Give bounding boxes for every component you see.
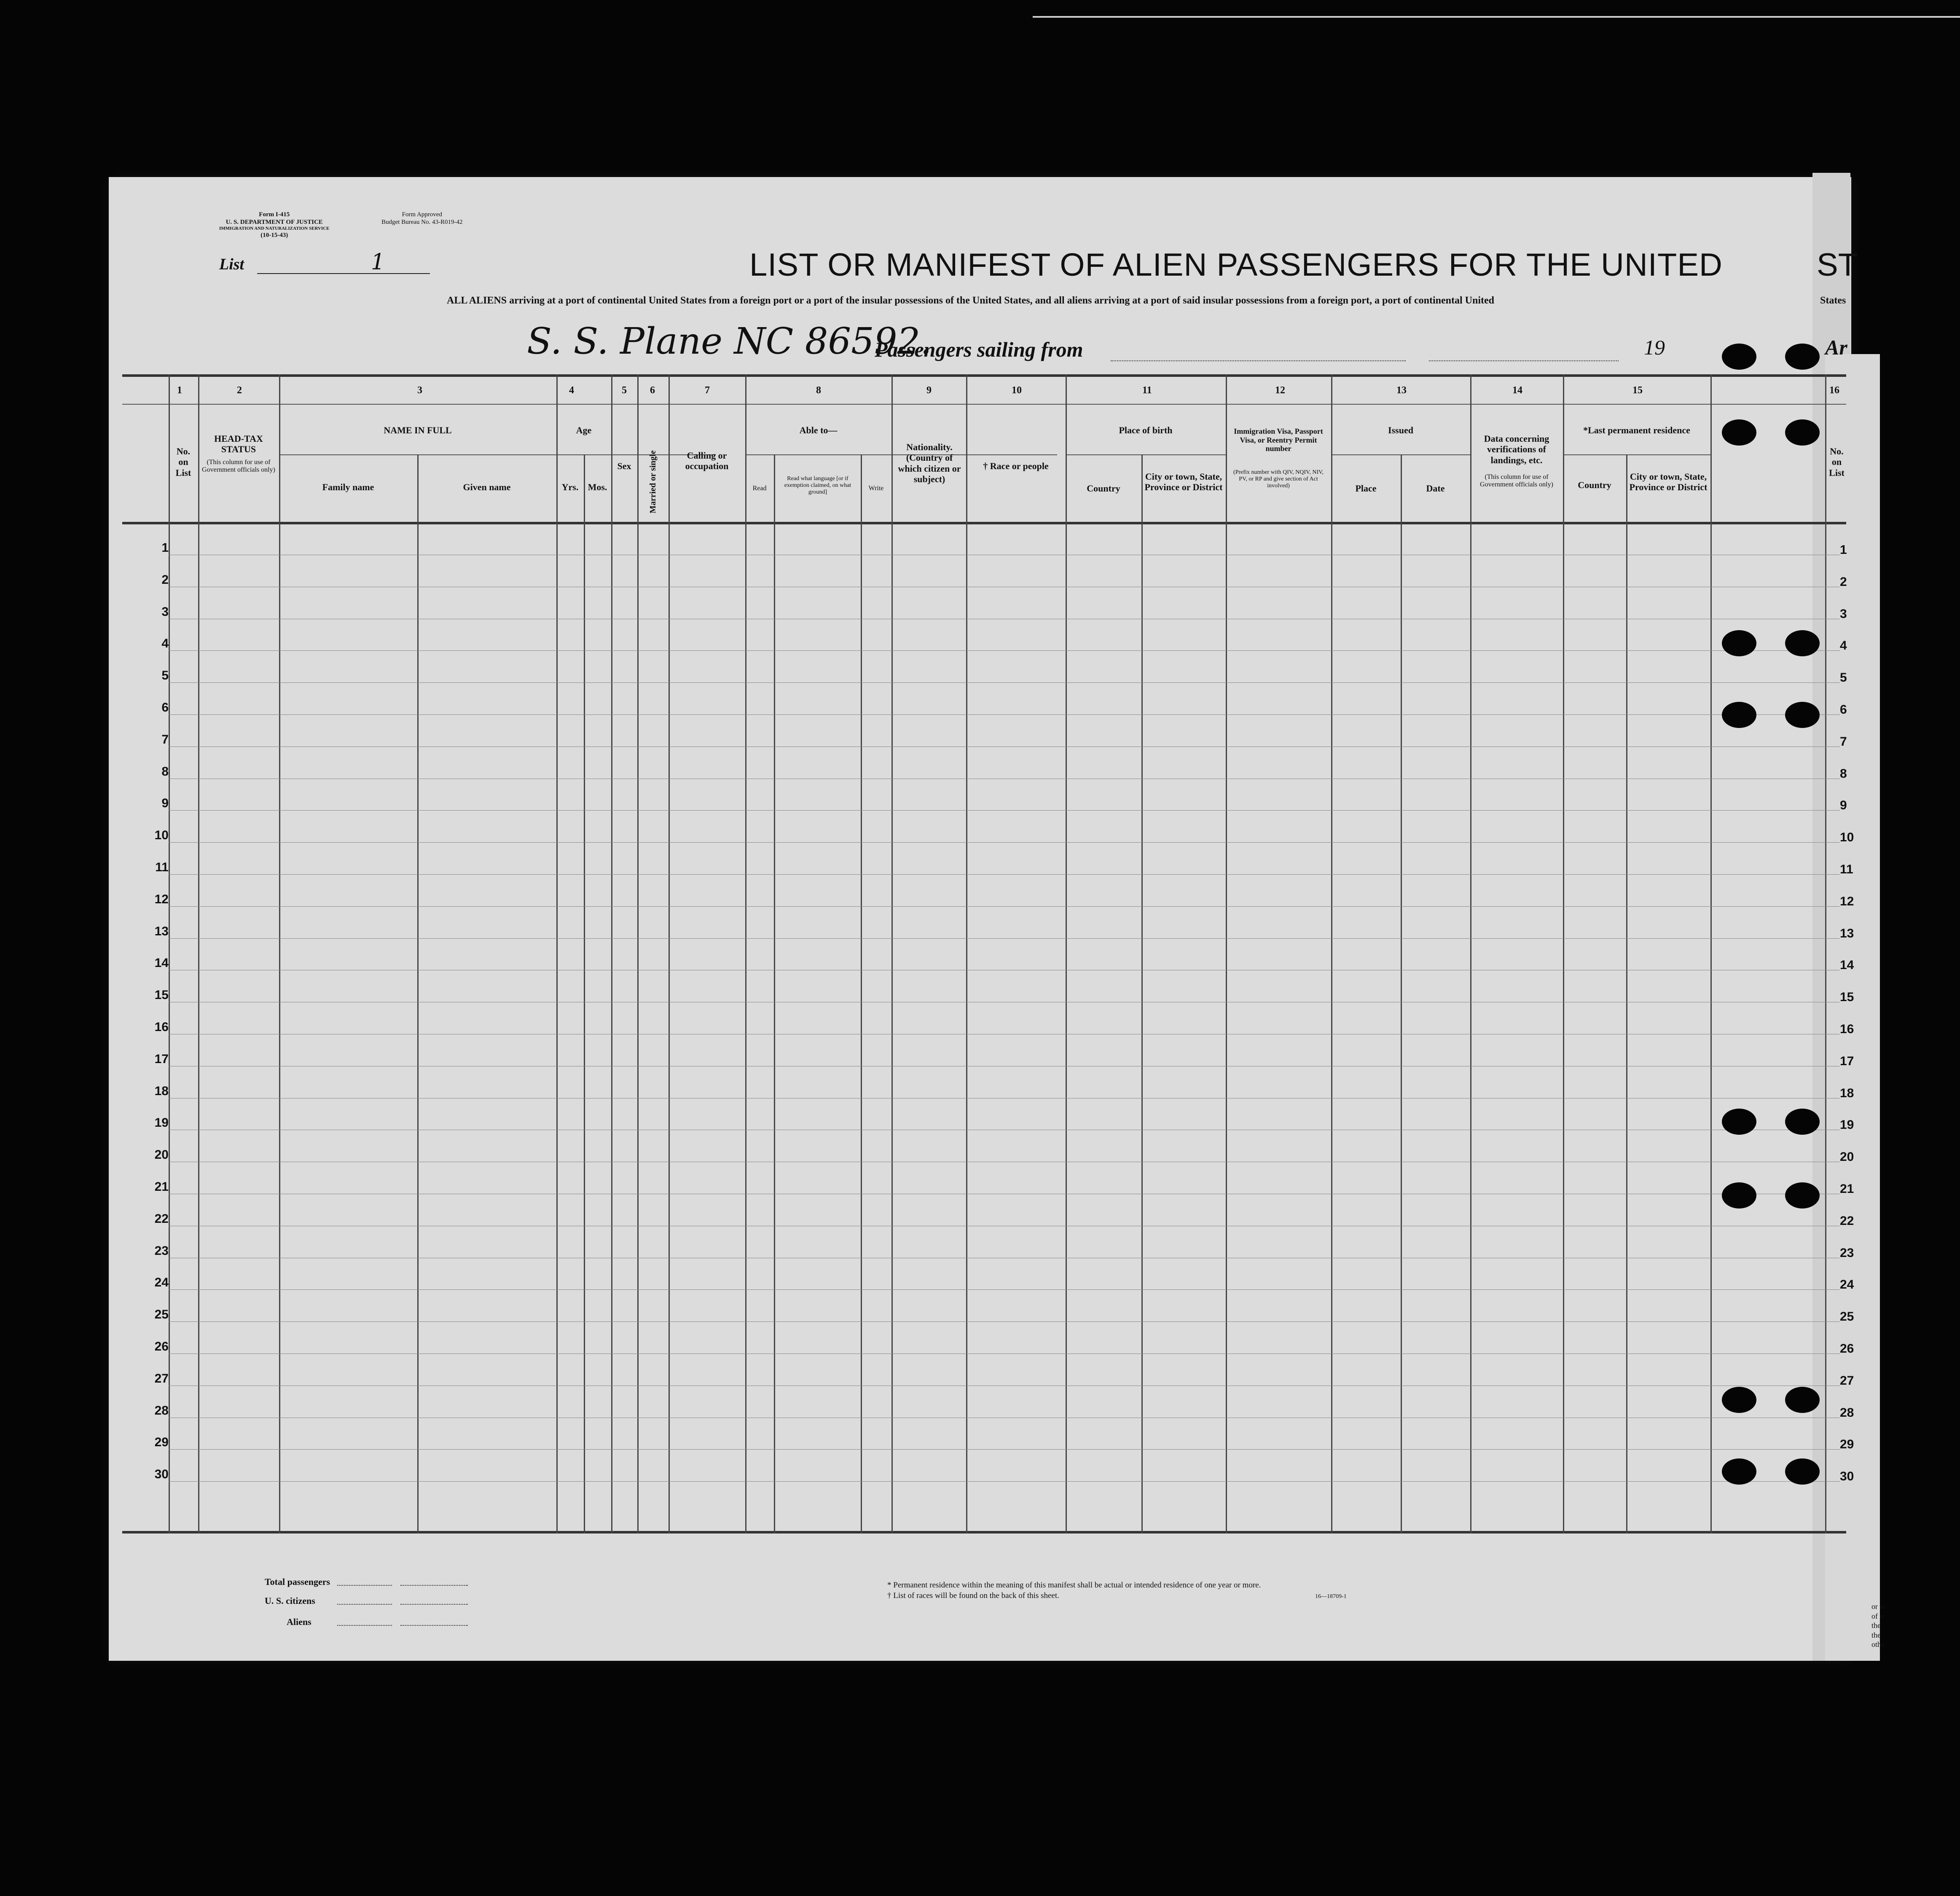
table-top-rule bbox=[122, 374, 1846, 377]
col-divider bbox=[861, 454, 862, 1533]
row-number-right: 27 bbox=[1840, 1373, 1854, 1388]
row-rule bbox=[169, 842, 1840, 843]
row-number: 1 bbox=[161, 541, 169, 555]
header-family-name: Family name bbox=[322, 482, 374, 492]
title-continuation: ST bbox=[1817, 247, 1858, 283]
row-number: 3 bbox=[161, 604, 169, 619]
col-divider bbox=[891, 374, 893, 1533]
header-birth-country: Country bbox=[1087, 483, 1120, 494]
header-last-residence: *Last permanent residence bbox=[1583, 425, 1690, 435]
column-number: 2 bbox=[237, 385, 242, 396]
col-divider bbox=[1825, 374, 1826, 1533]
row-number-right: 6 bbox=[1840, 703, 1847, 717]
punch-hole bbox=[1722, 702, 1756, 728]
col-divider bbox=[279, 374, 280, 1533]
row-number-right: 12 bbox=[1840, 894, 1854, 908]
column-number: 10 bbox=[1012, 385, 1022, 396]
header-issued: Issued bbox=[1388, 425, 1413, 435]
row-number-right: 3 bbox=[1840, 607, 1847, 621]
row-number-right: 2 bbox=[1840, 575, 1847, 589]
row-rule bbox=[169, 1481, 1840, 1482]
row-number-right: 5 bbox=[1840, 671, 1847, 685]
row-number-right: 13 bbox=[1840, 926, 1854, 940]
punch-hole bbox=[1722, 419, 1756, 446]
row-number-right: 21 bbox=[1840, 1182, 1854, 1196]
row-number-right: 11 bbox=[1840, 862, 1853, 876]
col-divider bbox=[1066, 374, 1067, 1533]
header-bottom-rule bbox=[122, 522, 1846, 524]
column-number: 14 bbox=[1512, 385, 1522, 396]
header-visa-note: (Prefix number with QIV, NQIV, NIV, PV, or RP and give section of Act involved) bbox=[1233, 469, 1324, 489]
col-divider bbox=[1331, 374, 1332, 1533]
aliens-label: Aliens bbox=[287, 1617, 311, 1627]
row-number-right: 29 bbox=[1840, 1437, 1854, 1452]
punch-hole bbox=[1785, 1387, 1820, 1413]
sailing-date-line bbox=[1429, 360, 1619, 361]
row-number: 14 bbox=[154, 956, 169, 970]
row-number: 28 bbox=[154, 1403, 169, 1418]
column-number: 12 bbox=[1275, 385, 1285, 396]
row-number: 18 bbox=[154, 1084, 169, 1098]
row-rule bbox=[169, 938, 1840, 939]
row-number-right: 26 bbox=[1840, 1342, 1854, 1356]
header-calling: Calling or occupation bbox=[685, 450, 729, 472]
col-divider bbox=[774, 454, 775, 1533]
arriving-continuation: Ar bbox=[1825, 336, 1847, 359]
birth-subrule bbox=[1066, 454, 1226, 455]
header-sex: Sex bbox=[617, 461, 631, 471]
column-number: 11 bbox=[1142, 385, 1152, 396]
row-rule bbox=[169, 650, 1840, 651]
row-number-right: 17 bbox=[1840, 1054, 1854, 1068]
row-number: 15 bbox=[154, 988, 169, 1002]
column-number: 3 bbox=[417, 385, 422, 396]
column-number: 4 bbox=[569, 385, 574, 396]
column-number: 1 bbox=[177, 385, 182, 396]
list-underline bbox=[257, 273, 430, 274]
col-divider bbox=[1626, 454, 1627, 1533]
citizens-line bbox=[400, 1604, 468, 1605]
vessel-name: S. S. Plane NC 86592. bbox=[527, 320, 932, 363]
header-no-on-list: No. on List bbox=[175, 446, 191, 478]
column-number: 8 bbox=[816, 385, 821, 396]
table-bottom-rule bbox=[122, 1531, 1846, 1533]
form-identifier: Form I-415 U. S. DEPARTMENT OF JUSTICE IMMIGRATION AND NATURALIZATION SERVICE (10-15-43) bbox=[219, 211, 330, 239]
row-number-right: 28 bbox=[1840, 1405, 1854, 1420]
col-divider bbox=[556, 374, 558, 1533]
aliens-dots bbox=[337, 1625, 392, 1626]
punch-hole bbox=[1722, 344, 1756, 370]
row-number-right: 8 bbox=[1840, 766, 1847, 781]
header-age: Age bbox=[576, 425, 592, 435]
row-number-right: 18 bbox=[1840, 1086, 1854, 1100]
row-number-right: 1 bbox=[1840, 543, 1847, 557]
header-age-years: Yrs. bbox=[561, 482, 579, 492]
us-citizens-label: U. S. citizens bbox=[265, 1595, 315, 1606]
row-number: 22 bbox=[154, 1211, 169, 1226]
row-number-right: 7 bbox=[1840, 734, 1847, 749]
header-verifications-note: (This column for use of Government officials only) bbox=[1480, 473, 1553, 489]
row-number: 6 bbox=[161, 701, 169, 714]
col-divider bbox=[198, 374, 199, 1533]
column-number: 16 bbox=[1829, 385, 1839, 396]
col-divider bbox=[611, 374, 612, 1533]
col-divider bbox=[417, 454, 419, 1533]
col-divider bbox=[966, 374, 967, 1533]
col-divider bbox=[1141, 454, 1143, 1533]
column-number: 6 bbox=[650, 385, 655, 396]
punch-hole bbox=[1785, 1458, 1820, 1485]
row-number: 4 bbox=[161, 636, 169, 651]
row-number: 20 bbox=[154, 1148, 169, 1162]
punch-hole bbox=[1785, 419, 1820, 446]
header-married-single: Married or single bbox=[648, 450, 658, 513]
citizens-dots bbox=[337, 1604, 392, 1605]
row-rule bbox=[169, 906, 1840, 907]
total-line bbox=[400, 1585, 468, 1586]
footnote-permanent-residence: * Permanent residence within the meaning of this manifest shall be actual or intended residence of one year or more. bbox=[887, 1581, 1261, 1590]
header-nationality: Nationality. (Country of which citizen or subject) bbox=[898, 442, 961, 484]
row-number: 11 bbox=[155, 860, 169, 874]
row-rule bbox=[169, 874, 1840, 875]
punch-hole bbox=[1785, 1109, 1820, 1135]
col-divider bbox=[669, 374, 670, 1533]
header-issued-place: Place bbox=[1355, 483, 1377, 494]
row-number: 7 bbox=[161, 732, 169, 747]
column-number-rule bbox=[122, 404, 1846, 405]
total-passengers-label: Total passengers bbox=[265, 1576, 330, 1587]
margin-text-cutoff: or w of o the the othe bbox=[1871, 1602, 1885, 1649]
header-issued-date: Date bbox=[1426, 483, 1445, 494]
row-rule bbox=[169, 1321, 1840, 1322]
row-number: 5 bbox=[161, 669, 169, 683]
header-given-name: Given name bbox=[463, 482, 511, 492]
column-number: 9 bbox=[926, 385, 932, 396]
row-rule bbox=[169, 682, 1840, 683]
row-number: 10 bbox=[154, 828, 169, 843]
column-number: 13 bbox=[1396, 385, 1407, 396]
column-number: 7 bbox=[705, 385, 710, 396]
header-head-tax: HEAD-TAX STATUS bbox=[214, 433, 263, 455]
row-number-right: 9 bbox=[1840, 798, 1847, 813]
header-race: † Race or people bbox=[983, 461, 1049, 471]
row-number: 29 bbox=[154, 1435, 169, 1450]
row-number: 27 bbox=[154, 1371, 169, 1386]
row-number: 21 bbox=[154, 1180, 169, 1194]
punch-hole bbox=[1785, 1182, 1820, 1208]
punch-hole bbox=[1722, 630, 1756, 656]
row-number: 23 bbox=[154, 1243, 169, 1258]
col-divider bbox=[637, 374, 639, 1533]
col-divider bbox=[1470, 374, 1471, 1533]
row-rule bbox=[169, 714, 1840, 715]
print-code: 16—18709-1 bbox=[1315, 1593, 1347, 1600]
header-able-to: Able to— bbox=[799, 425, 838, 435]
film-edge-line bbox=[1033, 16, 1960, 18]
list-label: List bbox=[219, 255, 244, 273]
row-number: 26 bbox=[154, 1340, 169, 1354]
punch-hole bbox=[1785, 630, 1820, 656]
residence-subrule bbox=[1563, 454, 1710, 455]
punch-hole bbox=[1722, 1182, 1756, 1208]
row-number: 13 bbox=[154, 924, 169, 938]
aliens-line bbox=[400, 1625, 468, 1626]
row-number: 12 bbox=[154, 892, 169, 906]
row-number-right: 19 bbox=[1840, 1118, 1854, 1132]
header-write: Write bbox=[868, 485, 884, 492]
row-number: 19 bbox=[154, 1116, 169, 1130]
row-number-right: 10 bbox=[1840, 830, 1854, 845]
row-number-right: 22 bbox=[1840, 1214, 1854, 1228]
header-age-months: Mos. bbox=[588, 482, 607, 492]
col-divider bbox=[1563, 374, 1564, 1533]
list-number: 1 bbox=[371, 250, 385, 275]
subtitle-continuation: States bbox=[1820, 295, 1846, 306]
row-number: 30 bbox=[154, 1467, 169, 1482]
col-divider bbox=[1226, 374, 1227, 1533]
col-divider bbox=[1710, 374, 1712, 1533]
col-divider bbox=[745, 374, 746, 1533]
header-residence-country: Country bbox=[1578, 480, 1611, 490]
punch-hole bbox=[1722, 1109, 1756, 1135]
punch-hole bbox=[1785, 702, 1820, 728]
punch-hole bbox=[1785, 344, 1820, 370]
column-number: 15 bbox=[1632, 385, 1643, 396]
row-rule bbox=[169, 1449, 1840, 1450]
col-divider bbox=[1401, 454, 1402, 1533]
row-number: 8 bbox=[161, 764, 169, 779]
manifest-table bbox=[122, 374, 1854, 1533]
header-read-language: Read what language [or if exemption claimed, on what ground] bbox=[784, 475, 851, 496]
sailing-from-line bbox=[1111, 360, 1406, 361]
row-number-right: 15 bbox=[1840, 990, 1854, 1004]
row-number-right: 30 bbox=[1840, 1469, 1854, 1484]
row-rule bbox=[169, 810, 1840, 811]
subtitle: ALL ALIENS arriving at a port of continental United States from a foreign port or a port of the insular possessions of the United States, and all aliens arriving at a port of said insular possessions from a foreign port, a port of continental United bbox=[447, 295, 1494, 306]
header-place-of-birth: Place of birth bbox=[1119, 425, 1173, 435]
row-rule bbox=[169, 1289, 1840, 1290]
row-number-right: 20 bbox=[1840, 1150, 1854, 1164]
header-verifications: Data concerning verifications of landings, etc. bbox=[1484, 433, 1549, 465]
row-number-right: 4 bbox=[1840, 639, 1847, 653]
column-number: 5 bbox=[622, 385, 627, 396]
col-divider bbox=[584, 454, 585, 1533]
row-number: 2 bbox=[161, 572, 169, 587]
punch-hole bbox=[1722, 1387, 1756, 1413]
header-head-tax-note: (This column for use of Government officials only) bbox=[202, 459, 275, 474]
row-number-right: 23 bbox=[1840, 1246, 1854, 1260]
header-name-in-full: NAME IN FULL bbox=[384, 425, 452, 435]
row-number: 16 bbox=[154, 1020, 169, 1034]
row-number: 17 bbox=[154, 1052, 169, 1066]
total-dots bbox=[337, 1585, 392, 1586]
punch-hole bbox=[1722, 1458, 1756, 1485]
row-number: 25 bbox=[154, 1308, 169, 1322]
form-approval: Form Approved Budget Bureau No. 43-R019-42 bbox=[381, 211, 463, 226]
year-prefix: 19 bbox=[1644, 336, 1665, 359]
row-number-right: 16 bbox=[1840, 1022, 1854, 1036]
row-number: 9 bbox=[161, 796, 169, 811]
sailing-label: Passengers sailing from bbox=[875, 338, 1083, 361]
header-birth-city: City or town, State, Province or District bbox=[1144, 471, 1223, 493]
row-number-right: 25 bbox=[1840, 1310, 1854, 1324]
header-visa: Immigration Visa, Passport Visa, or Reentry Permit number bbox=[1234, 427, 1323, 453]
row-number: 24 bbox=[154, 1276, 169, 1290]
header-no-on-list-right: No. on List bbox=[1829, 446, 1845, 478]
row-number-right: 14 bbox=[1840, 958, 1854, 972]
header-read: Read bbox=[752, 485, 767, 492]
col-divider bbox=[169, 374, 170, 1533]
footnote-race-list: † List of races will be found on the back of this sheet. bbox=[887, 1591, 1059, 1600]
row-number-right: 24 bbox=[1840, 1278, 1854, 1292]
page-title: LIST OR MANIFEST OF ALIEN PASSENGERS FOR THE UNITED bbox=[749, 247, 1723, 283]
header-residence-city: City or town, State, Province or District bbox=[1629, 471, 1708, 493]
